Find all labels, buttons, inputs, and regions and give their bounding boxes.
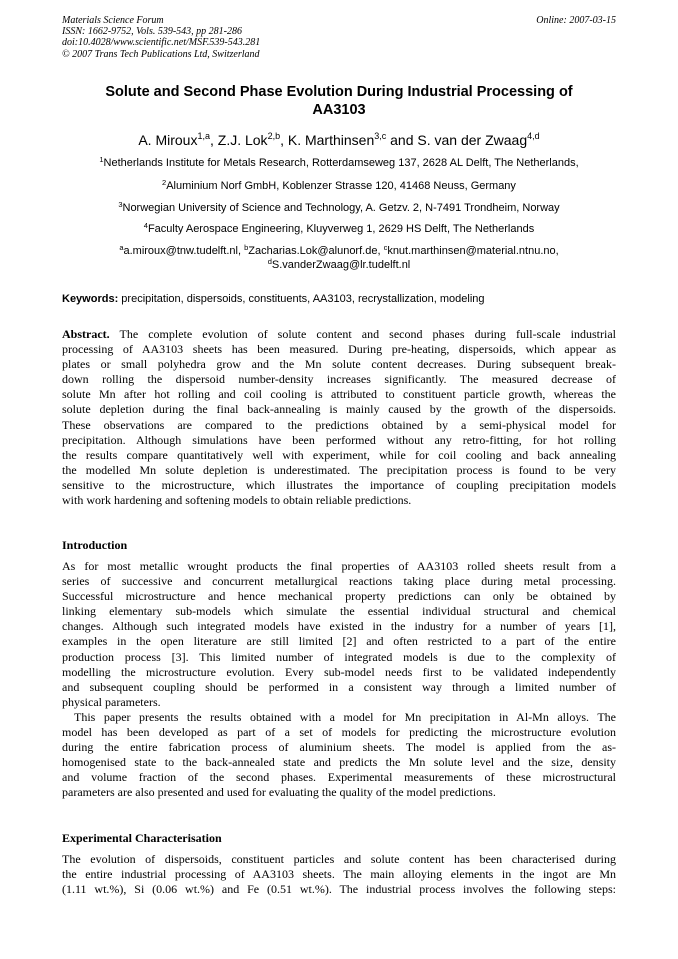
author-separator: , bbox=[280, 132, 288, 148]
email-mark: b bbox=[244, 243, 249, 252]
abstract-line: solute Mn after hot rolling and coil cooling is attributed to constituent particle growth, whereas the bbox=[62, 387, 616, 402]
author-list bbox=[40, 131, 638, 149]
abstract-line: with work hardening and softening models to obtain reliable predictions. bbox=[62, 493, 412, 508]
abstract-line: sensitive to the microstructure, which illustrates the importance of coupling precipitation models bbox=[62, 477, 616, 492]
text-line: modelling the microstructure evolution. Every sub-model needs first to be validated independently bbox=[62, 664, 616, 679]
section-heading-experimental: Experimental Characterisation bbox=[62, 831, 222, 845]
keywords-label: Keywords: bbox=[62, 293, 119, 305]
text-line: model has been developed as part of a set of models for predicting the microstructure evolution bbox=[62, 725, 616, 740]
text-line: examples in the open literature are still limited [2] and often restricted to a part of the entire bbox=[62, 634, 616, 649]
email-address: knut.marthinsen@material.ntnu.no, bbox=[387, 245, 559, 257]
text-line: production process [3]. This limited number of integrated models is due to the complexity of bbox=[62, 649, 616, 664]
online-date: Online: 2007-03-15 bbox=[536, 15, 616, 26]
paper-title bbox=[62, 83, 616, 119]
text-line: The evolution of dispersoids, constituent particles and solute content has been characterised during bbox=[62, 852, 616, 866]
text-line: Successful microstructure and hence mechanical property predictions can only be obtained by bbox=[62, 589, 616, 604]
abstract-line: precipitation. Although simulations have been performed without any retro-fitting, for hot rolling bbox=[62, 432, 616, 447]
email-mark: d bbox=[267, 257, 272, 266]
email-address: Zacharias.Lok@alunorf.de, bbox=[248, 245, 384, 257]
text-line: This paper presents the results obtained with a model for Mn precipitation in Al-Mn alloys. The bbox=[74, 709, 616, 724]
text-line: linking elementary sub-models which simulate the essential individual structural and chemical bbox=[62, 604, 616, 619]
text-line: during the entire fabrication process of aluminium sheets. The model is applied from the as- bbox=[62, 740, 616, 755]
abstract-line: plates or small polyhedra grow and the Mn solute content decreases. During subsequent break- bbox=[62, 357, 616, 372]
text-line: and subsequent coupling should be performed in a consistent way through a limited number of bbox=[62, 679, 616, 694]
abstract-line: processing of AA3103 sheets has been measured. During pre-heating, dispersoids, which appear as bbox=[62, 342, 616, 357]
email-mark: a bbox=[119, 243, 124, 252]
text-line: (1.11 wt.%), Si (0.06 wt.%) and Fe (0.51 wt.%). The industrial process involves the following steps: bbox=[62, 882, 616, 897]
issn-line: ISSN: 1662-9752, Vols. 539-543, pp 281-286 bbox=[62, 26, 242, 38]
keywords bbox=[62, 293, 485, 306]
title-line: Solute and Second Phase Evolution During Industrial Processing of bbox=[105, 84, 573, 100]
text-line: series of successive and concurrent metallurgical reactions taking place during metal processing. bbox=[62, 574, 616, 589]
affiliation bbox=[30, 202, 648, 215]
affiliation-text: Faculty Aerospace Engineering, Kluyverweg 1, 2629 HS Delft, The Netherlands bbox=[147, 223, 535, 235]
affiliation-mark: 2 bbox=[162, 178, 167, 187]
title-line: AA3103 bbox=[312, 102, 366, 118]
affiliation bbox=[30, 157, 648, 170]
author-name: A. Miroux bbox=[138, 132, 198, 148]
text-line: the entire industrial processing of AA3103 sheets. The main alloying elements in the ingot are Mn bbox=[62, 867, 616, 882]
affiliation-mark: 4 bbox=[143, 221, 148, 230]
abstract bbox=[62, 327, 616, 508]
text-line: parameters are also presented and used for evaluating the quality of the model predictions. bbox=[62, 785, 496, 800]
author-affiliation-mark: 1,a bbox=[197, 131, 210, 141]
author-name: K. Marthinsen bbox=[287, 132, 375, 148]
journal-name: Materials Science Forum bbox=[62, 15, 164, 26]
experimental-text bbox=[62, 852, 616, 897]
copyright-line: © 2007 Trans Tech Publications Ltd, Switzerland bbox=[62, 48, 260, 60]
email-address: a.miroux@tnw.tudelft.nl, bbox=[123, 245, 245, 257]
author-separator: and bbox=[386, 132, 418, 148]
email-line bbox=[30, 259, 648, 272]
text-line: physical parameters. bbox=[62, 694, 161, 709]
abstract-line: the results compare quantitatively well with experiment, while for coil cooling and back annealing bbox=[62, 447, 616, 462]
affiliation-mark: 1 bbox=[99, 155, 104, 164]
affiliation-text: Netherlands Institute for Metals Research, Rotterdamseweg 137, 2628 AL Delft, The Netherlands, bbox=[103, 157, 579, 169]
text-line: As for most metallic wrought products the final properties of AA3103 rolled sheets result from a bbox=[62, 559, 616, 573]
abstract-line: the modelled Mn solute depletion is underestimated. The precipitation process is found to be very bbox=[62, 462, 616, 477]
email-mark: c bbox=[383, 243, 388, 252]
doi-line: doi:10.4028/www.scientific.net/MSF.539-543.281 bbox=[62, 37, 261, 49]
affiliation bbox=[30, 180, 648, 193]
text-line: and volume fraction of the second phases. Experimental measurements of these microstructural bbox=[62, 770, 616, 785]
publication-header bbox=[62, 15, 260, 60]
keywords-text: precipitation, dispersoids, constituents, AA3103, recrystallization, modeling bbox=[118, 293, 485, 305]
author-affiliation-mark: 3,c bbox=[374, 131, 387, 141]
author-name: S. van der Zwaag bbox=[417, 132, 528, 148]
author-affiliation-mark: 2,b bbox=[267, 131, 281, 141]
section-heading-introduction: Introduction bbox=[62, 538, 128, 552]
abstract-line: These observations are compared to the predictions obtained by a semi-physical model for bbox=[62, 417, 616, 432]
abstract-line: Abstract. The complete evolution of solute content and second phases during full-scale industrial bbox=[62, 327, 616, 341]
text-line: changes. Although such integrated models have existed in the industry for a number of years [1], bbox=[62, 619, 616, 634]
author-separator: , bbox=[209, 132, 218, 148]
abstract-line: down rolling the dispersoid number-density increases significantly. The measured decrease of bbox=[62, 372, 616, 387]
affiliation-text: Aluminium Norf GmbH, Koblenzer Strasse 120, 41468 Neuss, Germany bbox=[166, 180, 516, 192]
email-line bbox=[30, 245, 648, 258]
affiliation bbox=[30, 223, 648, 236]
abstract-label: Abstract. bbox=[62, 327, 110, 341]
author-name: Z.J. Lok bbox=[217, 132, 268, 148]
affiliation-mark: 3 bbox=[118, 200, 123, 209]
introduction-text bbox=[62, 559, 616, 801]
author-affiliation-mark: 4,d bbox=[527, 131, 540, 141]
affiliation-text: Norwegian University of Science and Technology, A. Getzv. 2, N-7491 Trondheim, Norway bbox=[122, 202, 560, 214]
abstract-line: solute depletion during the final back-annealing is mainly caused by the growth of the dispersoids. bbox=[62, 402, 616, 417]
email-address: S.vanderZwaag@lr.tudelft.nl bbox=[271, 259, 411, 271]
text-line: homogenised state to the back-annealed state and predicts the Mn solute level and the size, density bbox=[62, 755, 616, 770]
